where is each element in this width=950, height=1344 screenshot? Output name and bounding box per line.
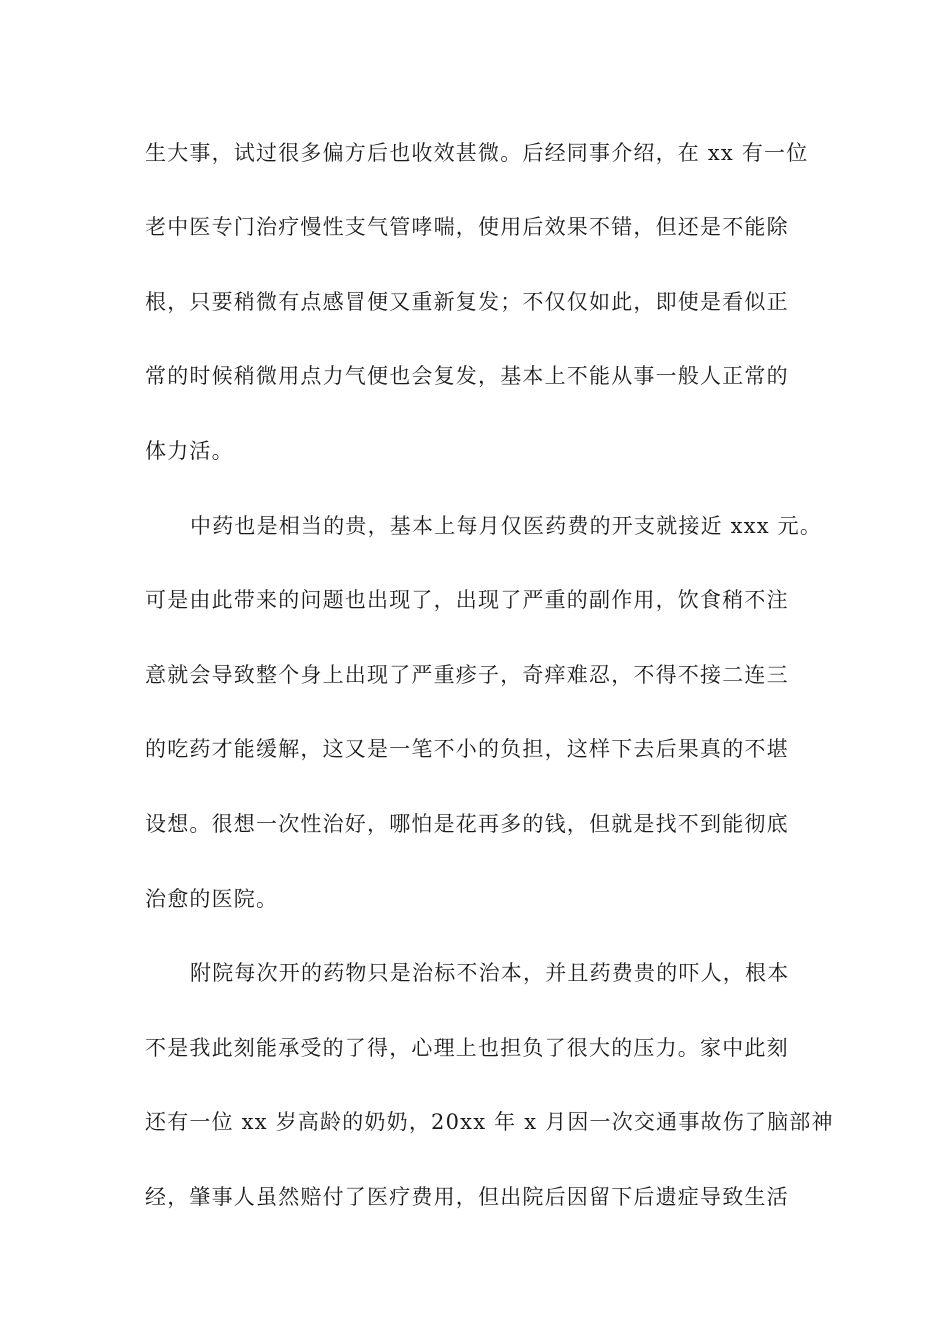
text-line: 治愈的医院。: [145, 887, 279, 911]
text-line: 可是由此带来的问题也出现了，出现了严重的副作用，饮食稍不注: [145, 588, 789, 612]
text-line: 老中医专门治疗慢性支气管哮喘，使用后效果不错，但还是不能除: [145, 215, 789, 239]
text-line: 还有一位 xx 岁高龄的奶奶，20xx 年 x 月因一次交通事故伤了脑部神: [145, 1110, 834, 1134]
paragraph-first-line: 中药也是相当的贵，基本上每月仅医药费的开支就接近 xxx 元。: [190, 514, 823, 538]
text-line: 体力活。: [145, 439, 234, 463]
text-line: 常的时候稍微用点力气便也会复发，基本上不能从事一般人正常的: [145, 364, 789, 388]
paragraph-first-line: 附院每次开的药物只是治标不治本，并且药费贵的吓人，根本: [190, 961, 790, 985]
text-line: 设想。很想一次性治好，哪怕是花再多的钱，但就是找不到能彻底: [145, 812, 789, 836]
text-line: 不是我此刻能承受的了得，心理上也担负了很大的压力。家中此刻: [145, 1036, 789, 1060]
text-line: 的吃药才能缓解，这又是一笔不小的负担，这样下去后果真的不堪: [145, 737, 789, 761]
text-line: 生大事，试过很多偏方后也收效甚微。后经同事介绍，在 xx 有一位: [145, 141, 809, 165]
text-line: 意就会导致整个身上出现了严重疹子，奇痒难忍，不得不接二连三: [145, 663, 789, 687]
text-line: 根，只要稍微有点感冒便又重新复发；不仅仅如此，即使是看似正: [145, 290, 789, 314]
text-line: 经，肇事人虽然赔付了医疗费用，但出院后因留下后遗症导致生活: [145, 1185, 789, 1209]
